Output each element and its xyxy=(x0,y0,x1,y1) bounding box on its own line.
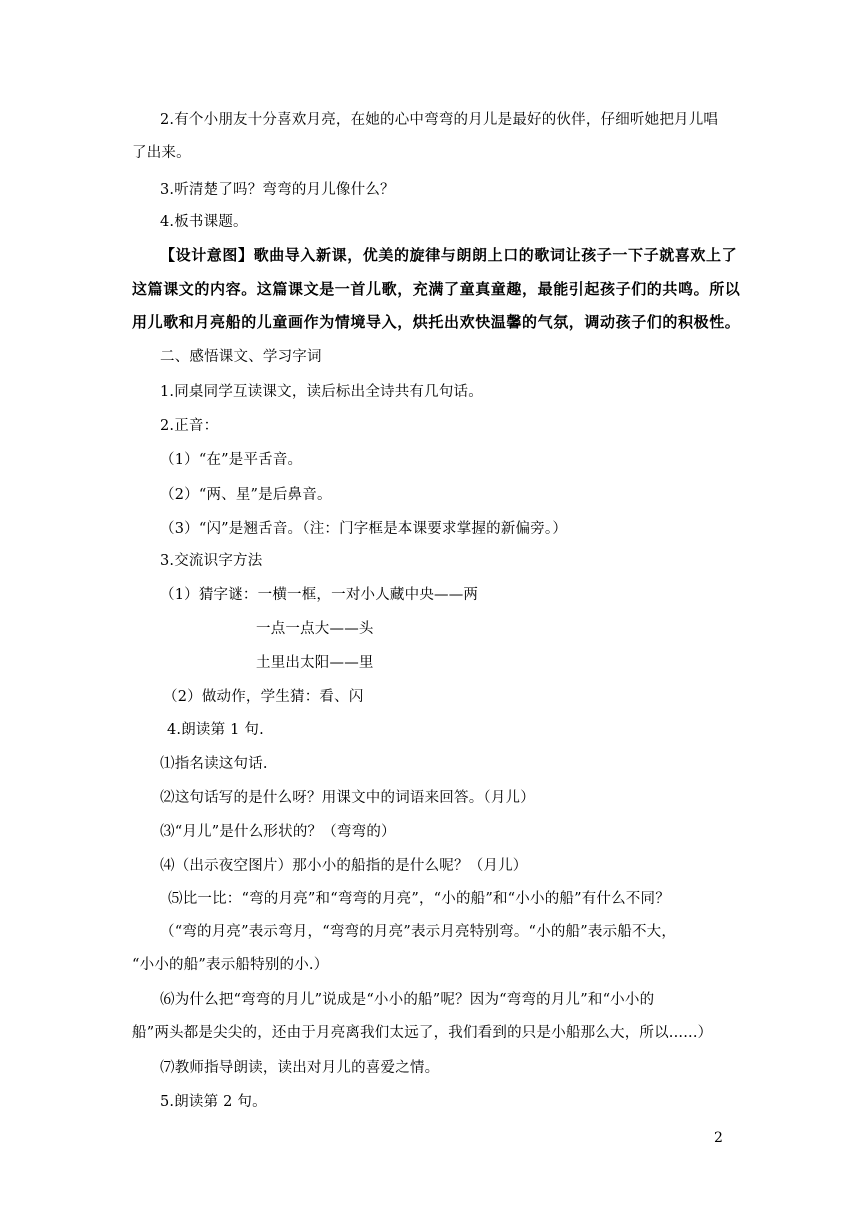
text-line: ⑶“月儿”是什么形状的？（弯弯的） xyxy=(160,824,396,840)
text-line: （1）“在”是平舌音。 xyxy=(160,452,303,468)
text-line: 5.朗读第 2 句。 xyxy=(160,1094,267,1110)
page-number: 2 xyxy=(714,1130,723,1146)
text-line: 2.有个小朋友十分喜欢月亮，在她的心中弯弯的月儿是最好的伙伴，仔细听她把月儿唱 xyxy=(160,112,719,128)
design-intent-line: 用儿歌和月亮船的儿童画作为情境导入，烘托出欢快温馨的气氛，调动孩子们的积极性。 xyxy=(132,313,741,331)
text-line: ⑸比一比：“弯的月亮”和“弯弯的月亮”，“小的船”和“小小的船”有什么不同？ xyxy=(168,891,670,907)
text-line: 1.同桌同学互读课文，读后标出全诗共有几句话。 xyxy=(160,384,483,400)
text-line: 4.朗读第 1 句. xyxy=(167,722,264,738)
design-intent-line: 【设计意图】歌曲导入新课，优美的旋律与朗朗上口的歌词让孩子一下子就喜欢上了 xyxy=(160,246,738,264)
text-line: （3）“闪”是翘舌音。（注：门字框是本课要求掌握的新偏旁。） xyxy=(160,521,568,537)
text-line: ⑵这句话写的是什么呀？用课文中的词语来回答。（月儿） xyxy=(160,790,535,806)
section-heading: 二、感悟课文、学习字词 xyxy=(160,349,322,365)
design-intent-line: 这篇课文的内容。这篇课文是一首儿歌，充满了童真童趣，最能引起孩子们的共鸣。所以 xyxy=(132,280,741,298)
text-line: 3.交流识字方法 xyxy=(160,553,263,569)
text-line: ⑷（出示夜空图片）那小小的船指的是什么呢？（月儿） xyxy=(160,858,528,874)
text-line: 3.听清楚了吗？弯弯的月儿像什么？ xyxy=(160,182,395,198)
text-line: （2）“两、星”是后鼻音。 xyxy=(160,487,332,503)
text-line: ⑹为什么把“弯弯的月儿”说成是“小小的船”呢？因为“弯弯的月儿”和“小小的 xyxy=(160,992,655,1008)
text-line: （2）做动作，学生猜：看、闪 xyxy=(163,689,364,705)
text-line: 土里出太阳——里 xyxy=(256,655,374,671)
text-line: （1）猜字谜：一横一框，一对小人藏中央——两 xyxy=(160,587,479,603)
text-line: 2.正音： xyxy=(160,418,219,434)
text-line: （“弯的月亮”表示弯月，“弯弯的月亮”表示月亮特别弯。“小的船”表示船不大， xyxy=(160,924,677,940)
text-line: ⑴指名读这句话. xyxy=(160,756,268,772)
text-line: ⑺教师指导朗读，读出对月儿的喜爱之情。 xyxy=(160,1060,440,1076)
text-line: 了出来。 xyxy=(132,145,191,161)
text-line: “小小的船”表示船特别的小.） xyxy=(132,957,329,973)
text-line: 船”两头都是尖尖的，还由于月亮离我们太远了，我们看到的只是小船那么大，所以......） xyxy=(132,1025,713,1041)
text-line: 4.板书课题。 xyxy=(160,214,248,230)
text-line: 一点一点大——头 xyxy=(256,621,374,637)
